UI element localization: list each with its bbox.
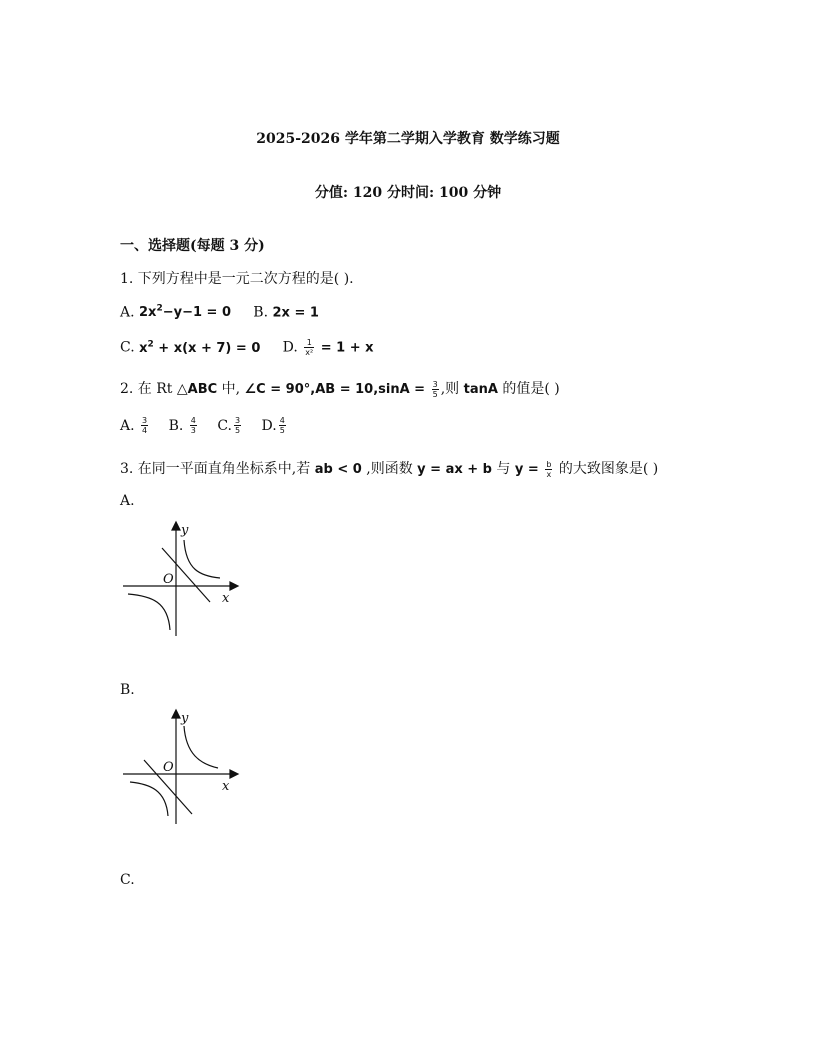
y-axis-arrow bbox=[172, 522, 180, 530]
hyperbola-branch-1 bbox=[184, 540, 220, 578]
q2-stem: 2. 在 Rt △ABC 中, ∠C = 90°,AB = 10,sinA = $\frac{3}{5}$ ,则 tanA 的值是( ) bbox=[120, 379, 560, 399]
q2-sin-fraction: $\frac{3}{5}$ bbox=[432, 379, 438, 399]
q1-option-c: $x^2 + x(x + 7) = 0$ bbox=[139, 339, 261, 356]
q3-option-a-label: A. bbox=[120, 493, 135, 509]
q1-option-a: $2x^2-y-1 = 0$ bbox=[139, 304, 232, 321]
q1-option-c-label: C. bbox=[120, 339, 135, 356]
axis-label-x: x bbox=[222, 591, 230, 606]
axis-label-x: x bbox=[222, 779, 230, 794]
q1-option-b-label: B. bbox=[253, 304, 269, 321]
q1-stem: 1. 下列方程中是一元二次方程的是( ). bbox=[120, 271, 354, 287]
q3-fraction: $\frac{b}{x}$ bbox=[546, 459, 552, 479]
x-axis-arrow bbox=[230, 582, 238, 590]
q2-option-d: D. $\frac{4}{5}$ bbox=[261, 416, 285, 435]
hyperbola-branch-1 bbox=[184, 726, 218, 768]
q1-option-d-fraction: $\frac{1}{\text{x²}}$ bbox=[305, 338, 314, 357]
q1-option-d-label: D. bbox=[282, 339, 298, 356]
hyperbola-branch-2 bbox=[128, 594, 170, 630]
x-axis-arrow bbox=[230, 770, 238, 778]
exam-subtitle: 分值: 120 分时间: 100 分钟 bbox=[314, 185, 502, 201]
origin-label: O bbox=[163, 760, 174, 775]
q3-option-b-label: B. bbox=[120, 682, 135, 698]
q1-option-d: = 1 + x bbox=[316, 340, 374, 356]
exam-title: 2025-2026 学年第二学期入学教育 数学练习题 bbox=[256, 131, 560, 147]
axis-label-y: y bbox=[181, 711, 189, 726]
axis-label-y: y bbox=[181, 523, 189, 538]
origin-label: O bbox=[163, 572, 174, 587]
q2-option-b: B. $\frac{4}{3}$ bbox=[168, 416, 196, 435]
hyperbola-branch-2 bbox=[130, 782, 168, 816]
q2-option-a: A. $\frac{3}{4}$ bbox=[120, 416, 148, 435]
q3-stem: 3. 在同一平面直角坐标系中,若 ab < 0 ,则函数 y = ax + b 与 y = $\frac{b}{x}$ 的大致图象是( ) bbox=[120, 459, 659, 479]
section-title: 一、选择题(每题 3 分) bbox=[120, 238, 265, 254]
q3-graph-b bbox=[118, 706, 243, 826]
y-axis-arrow bbox=[172, 710, 180, 718]
q3-option-c-label: C. bbox=[120, 872, 135, 888]
q1-options-row1 bbox=[120, 304, 319, 320]
q1-options-row2 bbox=[120, 338, 374, 357]
q2-options bbox=[120, 416, 302, 435]
q1-option-a-label: A. bbox=[120, 304, 135, 321]
q1-option-b: 2x = 1 bbox=[272, 305, 319, 321]
q3-graph-a bbox=[118, 518, 243, 638]
q2-option-c: C. $\frac{3}{5}$ bbox=[217, 416, 241, 435]
